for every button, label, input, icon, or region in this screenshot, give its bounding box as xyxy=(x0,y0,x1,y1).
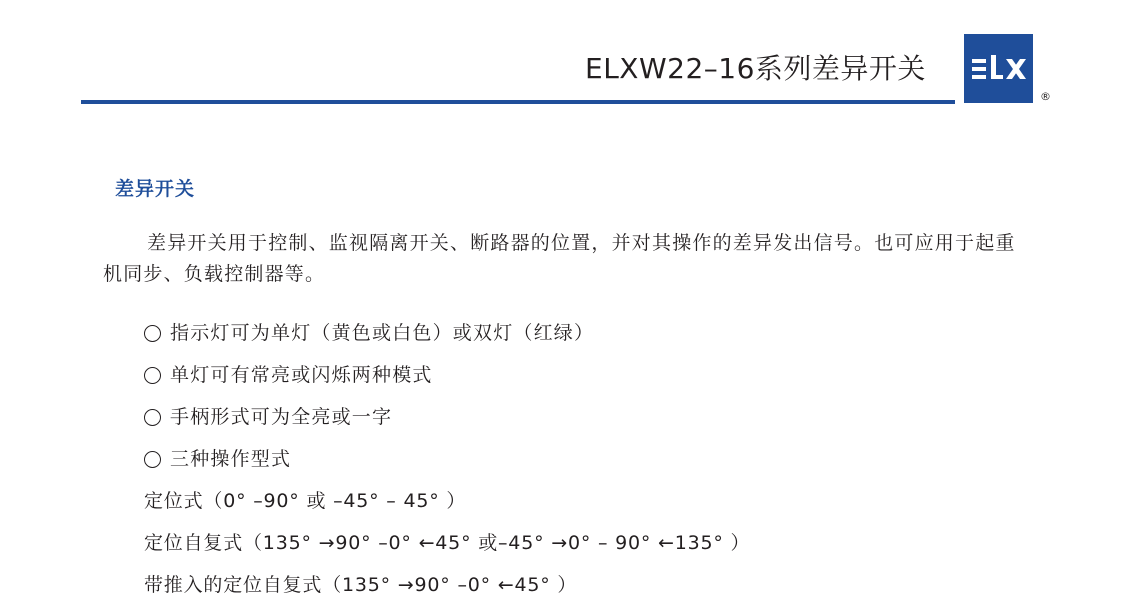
feature-item xyxy=(144,312,594,354)
registered-mark: ® xyxy=(1040,90,1051,103)
operation-mode-list xyxy=(144,480,750,606)
feature-label: 手柄形式可为全亮或一字 xyxy=(170,406,393,428)
operation-mode-item: 定位式（0° –90° 或 –45° – 45° ） xyxy=(144,490,467,512)
elx-logo xyxy=(964,34,1033,103)
circle-bullet-icon xyxy=(144,451,161,468)
feature-label: 指示灯可为单灯（黄色或白色）或双灯（红绿） xyxy=(170,322,595,344)
feature-item xyxy=(144,354,594,396)
circle-bullet-icon xyxy=(144,367,161,384)
document-title: ELXW22–16系列差异开关 xyxy=(585,52,926,85)
feature-item xyxy=(144,438,594,480)
intro-paragraph xyxy=(103,228,1033,290)
operation-mode-item: 带推入的定位自复式（135° →90° –0° ←45° ） xyxy=(144,574,578,596)
circle-bullet-icon xyxy=(144,325,161,342)
feature-label: 单灯可有常亮或闪烁两种模式 xyxy=(170,364,433,386)
operation-mode-item: 定位自复式（135° →90° –0° ←45° 或–45° →0° – 90° ←135° ） xyxy=(144,532,751,554)
feature-item xyxy=(144,396,594,438)
section-title: 差异开关 xyxy=(115,178,196,200)
feature-label: 三种操作型式 xyxy=(170,448,292,470)
header-divider xyxy=(81,100,955,104)
circle-bullet-icon xyxy=(144,409,161,426)
intro-paragraph-text: 差异开关用于控制、监视隔离开关、断路器的位置，并对其操作的差异发出信号。也可应用于起重机同步、负载控制器等。 xyxy=(103,232,1016,285)
feature-list xyxy=(144,312,594,480)
elx-logo-mark xyxy=(964,34,1033,103)
